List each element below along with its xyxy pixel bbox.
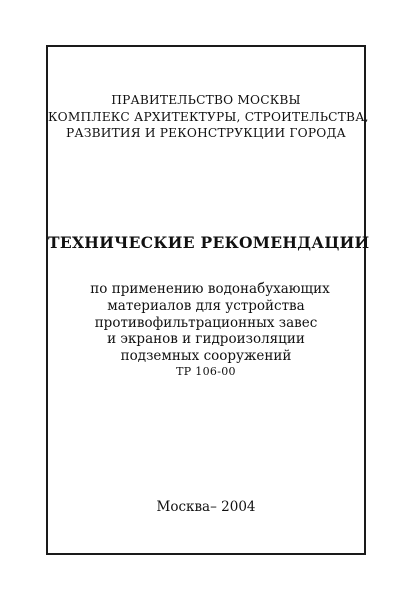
document-title: ТЕХНИЧЕСКИЕ РЕКОМЕНДАЦИИ [48, 233, 370, 252]
place-year: Москва– 2004 [156, 499, 256, 515]
cover-frame [46, 45, 370, 555]
subject-line: противофильтрационных завес [94, 314, 318, 331]
issuer-line: ПРАВИТЕЛЬСТВО МОСКВЫ [111, 93, 301, 107]
subject-line: и экранов и гидроизоляции [107, 331, 305, 348]
issuer-block [48, 92, 369, 142]
subject-line: материалов для устройства [107, 297, 305, 314]
subject-line: по применению водонабухающих [90, 281, 330, 297]
issuer-line: РАЗВИТИЯ И РЕКОНСТРУКЦИИ ГОРОДА [66, 126, 346, 140]
issuer-line: КОМПЛЕКС АРХИТЕКТУРЫ, СТРОИТЕЛЬСТВА, [48, 109, 369, 124]
subject-line: подземных сооружений [120, 348, 292, 365]
document-code: ТР 106-00 [176, 365, 236, 378]
document-subject [48, 281, 364, 365]
